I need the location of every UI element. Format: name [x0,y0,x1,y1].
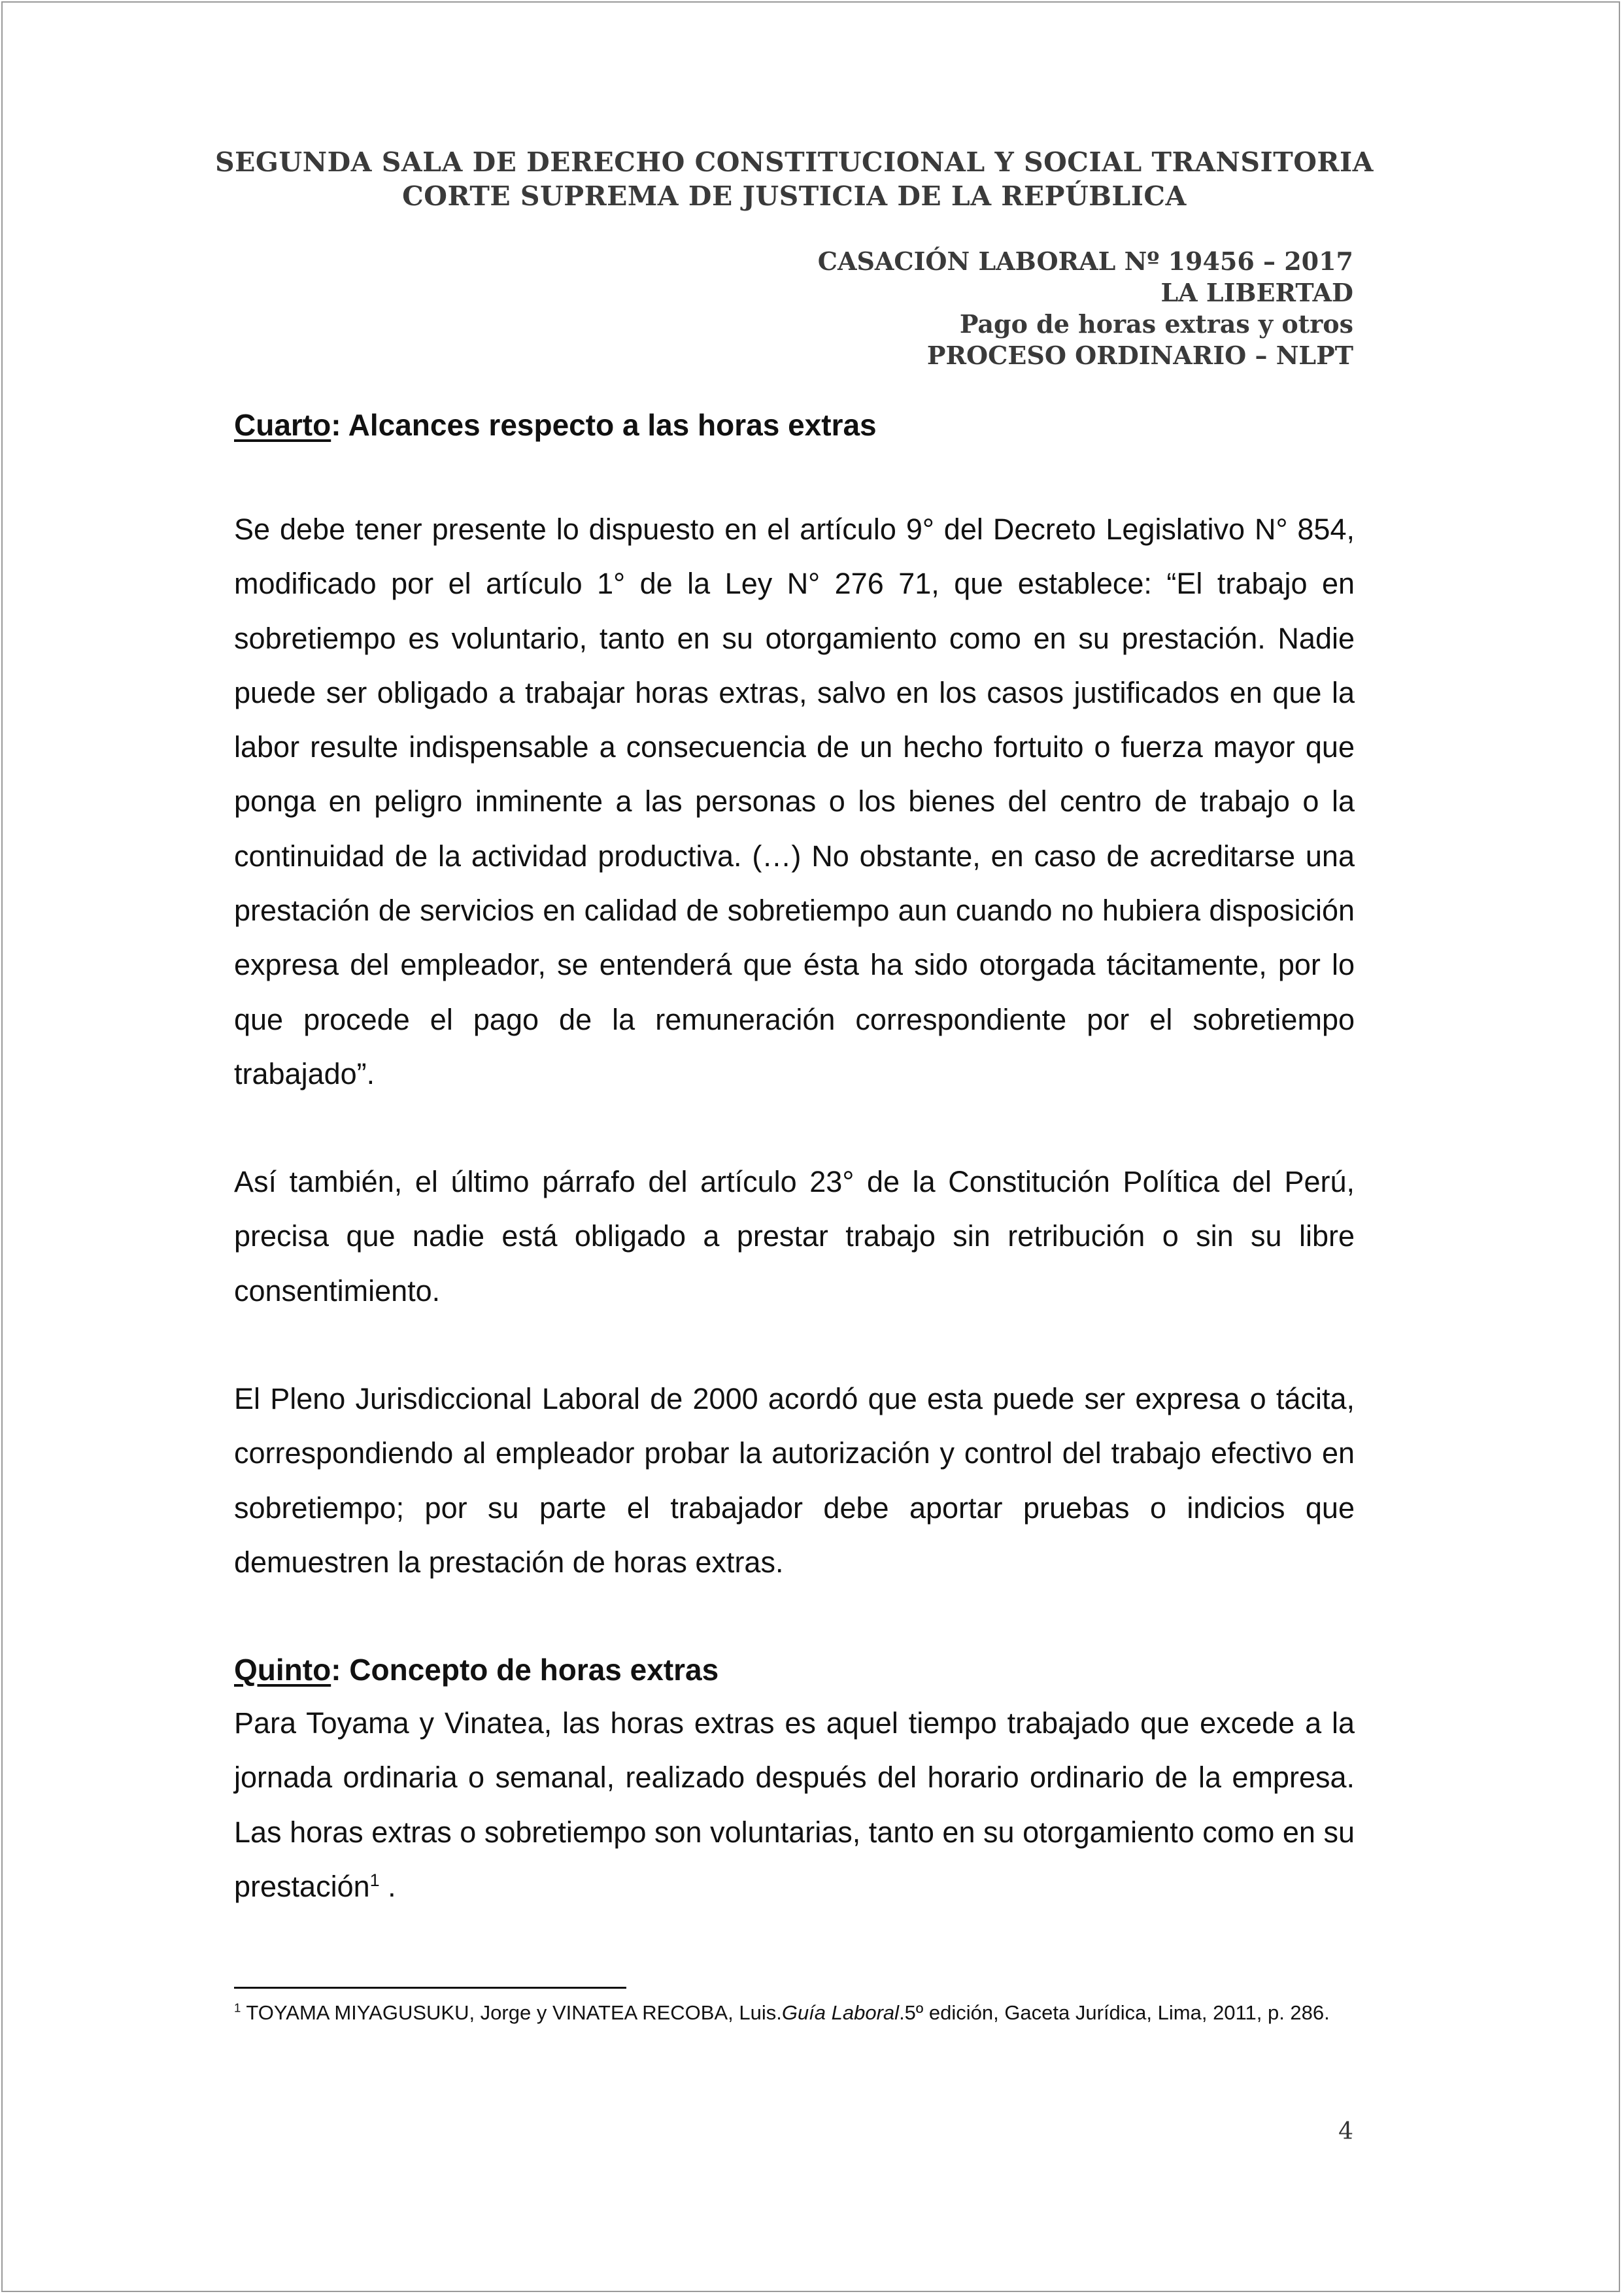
footnote-italic-title: Guía Laboral [781,2001,900,2024]
case-region: LA LIBERTAD [1160,278,1353,307]
footnote-reference[interactable]: 1 [369,1870,380,1890]
section-cuarto-paragraph-3: El Pleno Jurisdiccional Laboral de 2000 acordó que esta puede ser expresa o tácita, correspondiendo al empleador probar la autorización y control del trabajo efectivo en sobretiempo; por su parte el trabajador debe aportar pruebas o indicios que demuestren la prestación de horas extras. [234,1382,1355,1579]
footnote [234,1999,1393,2026]
section-cuarto-heading [234,405,1355,445]
case-number: CASACIÓN LABORAL Nº 19456 – 2017 [817,246,1353,276]
section-cuarto-paragraph-2-block [234,1155,1355,1318]
section-quinto-heading [234,1650,1355,1689]
page-number: 4 [1338,2118,1353,2145]
section-quinto-label: Quinto [234,1653,331,1687]
footnote-text-after: .5º edición, Gaceta Jurídica, Lima, 2011, p. 286. [899,2001,1330,2024]
footnote-separator [234,1987,626,1989]
section-cuarto-label: Cuarto [234,408,331,442]
section-cuarto-paragraph-2: Así también, el último párrafo del artículo 23° de la Constitución Política del Perú, precisa que nadie está obligado a prestar trabajo sin retribución o sin su libre consentimiento. [234,1165,1355,1308]
section-cuarto-heading-block [234,405,1355,445]
case-info [818,246,1353,371]
case-process: PROCESO ORDINARIO – NLPT [926,341,1353,370]
section-cuarto-paragraph-3-block [234,1372,1355,1589]
section-quinto-heading-block [234,1650,1355,1689]
page-border [1,1,1620,2292]
footnote-marker: 1 [234,2001,241,2015]
section-quinto-paragraph-text: Para Toyama y Vinatea, las horas extras es aquel tiempo trabajado que excede a la jornada ordinaria o semanal, realizado después del horario ordinario de la empresa. Las horas extras o sobretiempo son voluntarias, tanto en su otorgamiento como en su prestación [234,1706,1355,1903]
section-quinto-paragraph-block [234,1696,1355,1914]
section-quinto-paragraph [234,1696,1355,1914]
section-quinto-title: : Concepto de horas extras [331,1653,719,1687]
court-header [196,145,1393,213]
case-subject: Pago de horas extras y otros [959,309,1353,339]
section-cuarto-paragraph-1: Se debe tener presente lo dispuesto en el artículo 9° del Decreto Legislativo N° 854, modificado por el artículo 1° de la Ley N° 276 71, que establece: “El trabajo en sobretiempo es voluntario, tanto en su otorgamiento como en su prestación. Nadie puede ser obligado a trabajar horas extras, salvo en los casos justificados en que la labor resulte indispensable a consecuencia de un hecho fortuito o fuerza mayor que ponga en peligro inminente a las personas o los bienes del centro de trabajo o la continuidad de la actividad productiva. (…) No obstante, en caso de acreditarse una prestación de servicios en calidad de sobretiempo aun cuando no hubiera disposición expresa del empleador, se entenderá que ésta ha sido otorgada tácitamente, por lo que procede el pago de la remuneración correspondiente por el sobretiempo trabajado”. [234,513,1355,1090]
section-quinto-paragraph-end: . [379,1869,396,1903]
court-header-line-1: SEGUNDA SALA DE DERECHO CONSTITUCIONAL Y SOCIAL TRANSITORIA [215,146,1374,178]
court-header-line-2: CORTE SUPREMA DE JUSTICIA DE LA REPÚBLICA [402,180,1187,212]
footnote-text-before: TOYAMA MIYAGUSUKU, Jorge y VINATEA RECOBA, Luis. [241,2001,782,2024]
section-cuarto-title: : Alcances respecto a las horas extras [331,408,877,442]
section-cuarto-paragraph-1-block [234,502,1355,1101]
